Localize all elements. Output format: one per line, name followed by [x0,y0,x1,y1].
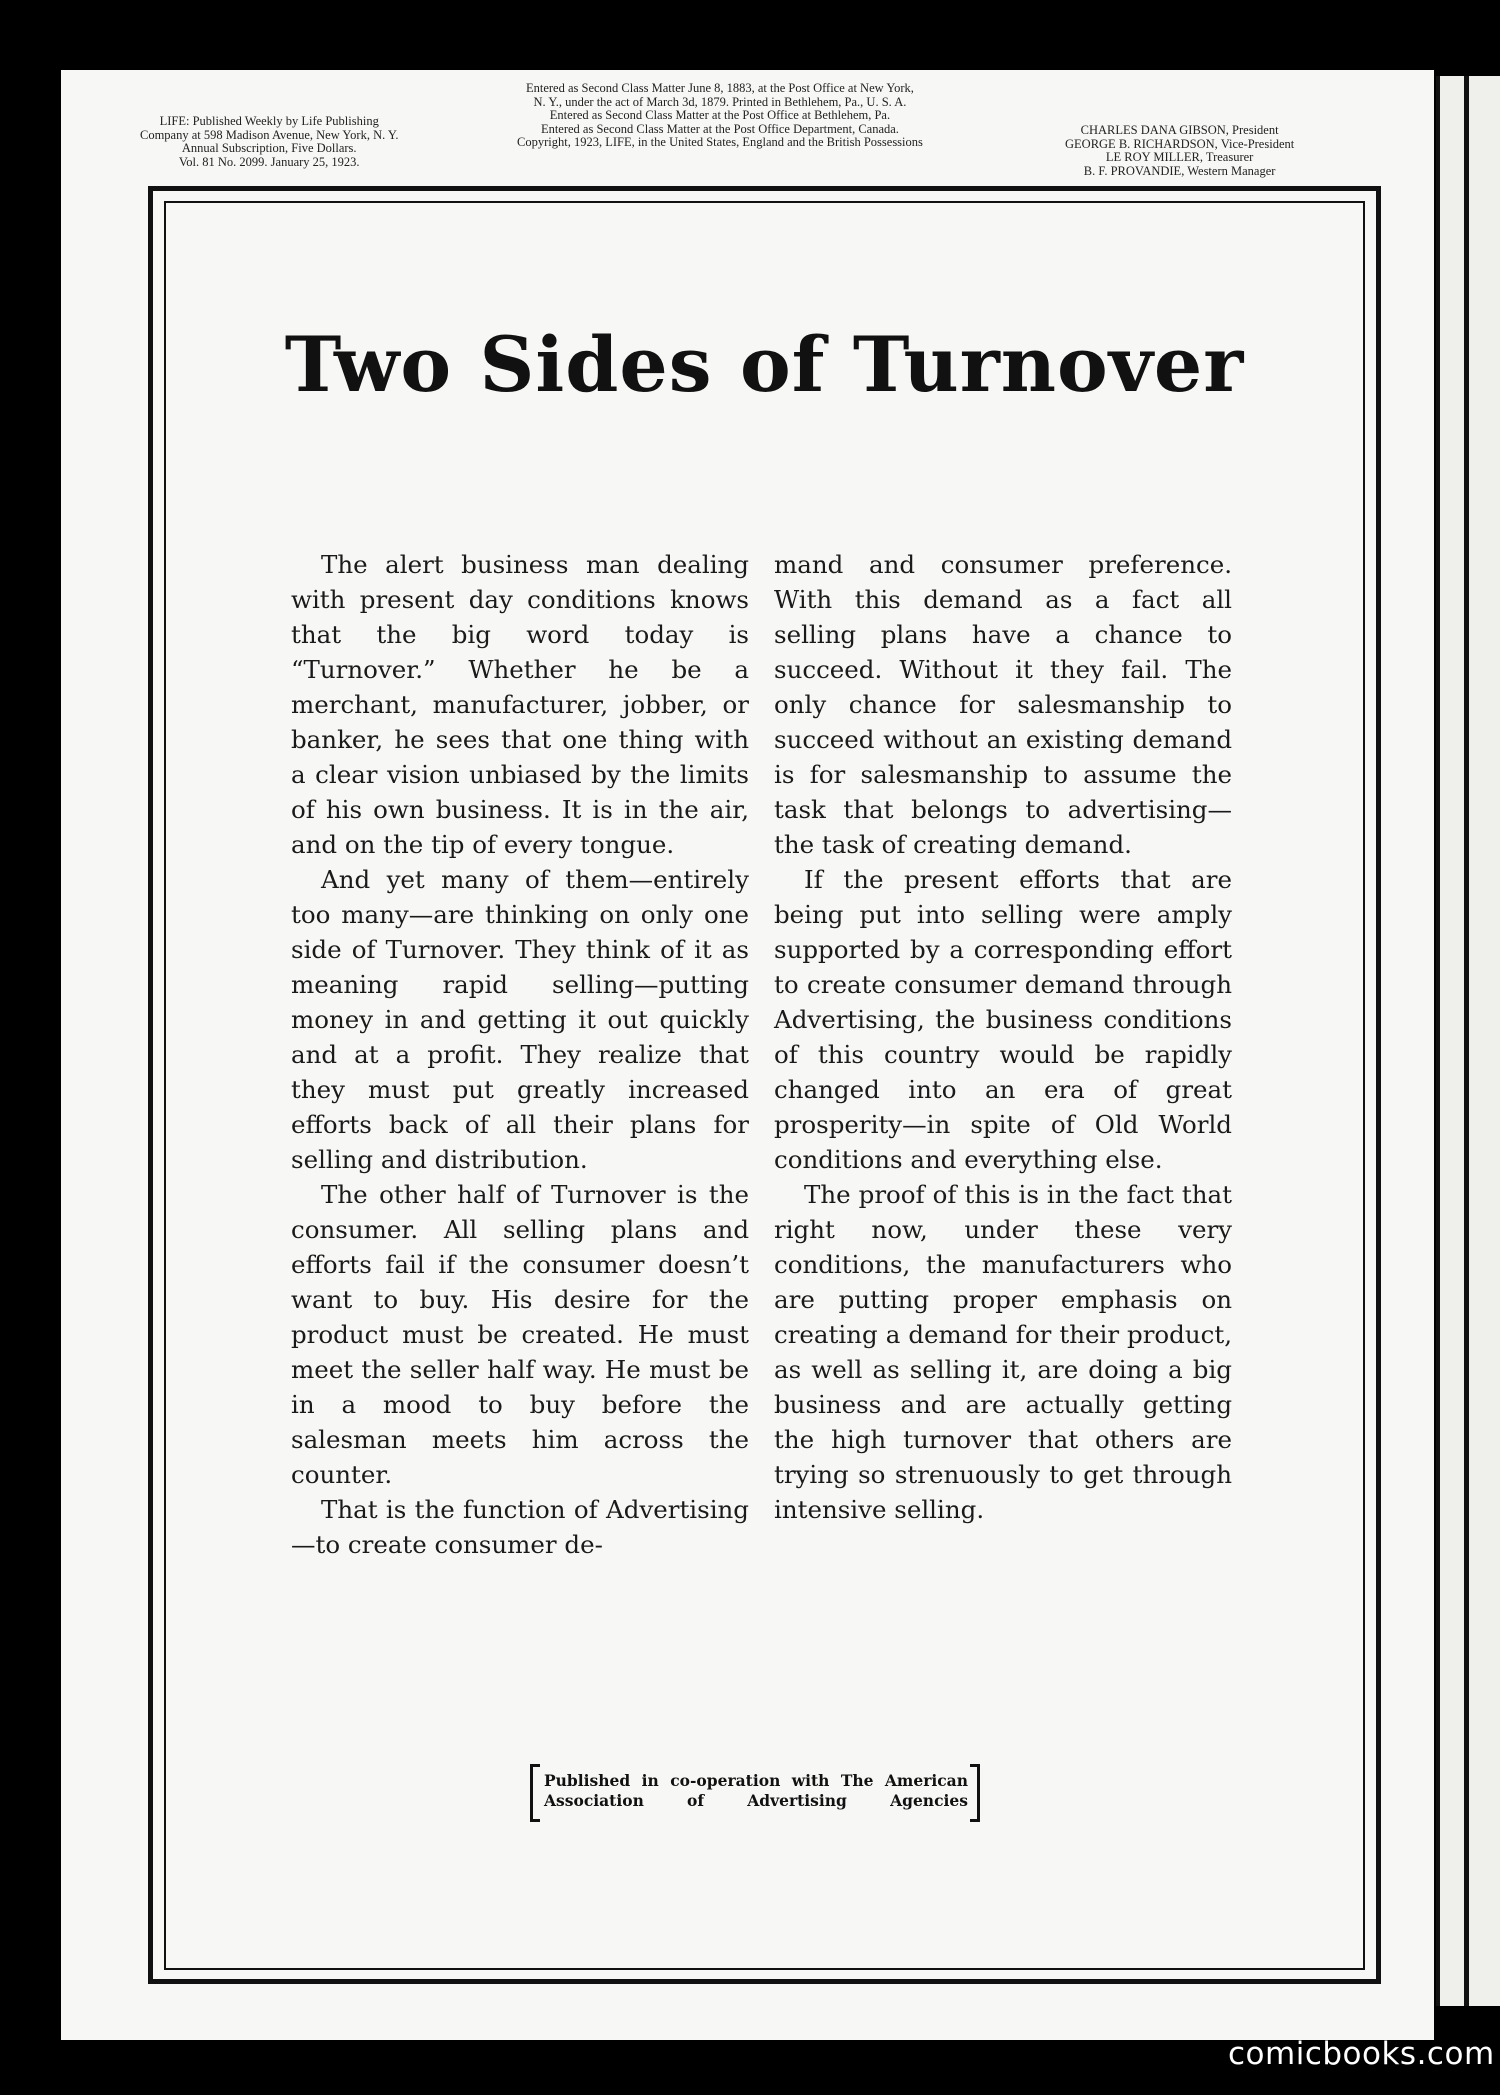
article-column-left [291,547,749,1562]
paragraph-continuation: mand and consumer preference. With this demand as a fact all selling plans have a chance to succeed. Without it they fail. The only chance for salesmanship to succeed without an existing demand is for salesmanship to assume the task that belongs to advertising—the task of creating demand. [774,550,1232,859]
masthead-postal-notice: Entered as Second Class Matter June 8, 1883, at the Post Office at New York, N. Y., under the act of March 3d, 1879. Printed in Bethlehem, Pa., U. S. A. Entered as Second Class Matter at the Post Office at Bethlehem, Pa. Entered as Second Class Matter at the Post Office Department, Canada. Copyright, 1923, LIFE, in the United States, England and the British Possessions [517,81,923,150]
right-bracket [970,1764,980,1822]
article-title: Two Sides of Turnover [284,320,1245,409]
masthead-officers: CHARLES DANA GIBSON, President GEORGE B. RICHARDSON, Vice-President LE ROY MILLER, Treasurer B. F. PROVANDIE, Western Manager [1065,123,1295,178]
site-watermark: comicbooks.com [1228,2036,1495,2072]
paragraph: The alert business man dealing with present day conditions knows that the big word today is “Turnover.” Whether he be a merchant, manufacturer, jobber, or banker, he sees that one thing with a clear vision unbiased by the limits of his own business. It is in the air, and on the tip of every tongue. [291,550,749,859]
credit-text: Published in co-operation with The American Association of Advertising Agencies [544,1771,968,1810]
paragraph: The other half of Turnover is the consumer. All selling plans and efforts fail if the consumer doesn’t want to buy. His desire for the product must be created. He must meet the seller half way. He must be in a mood to buy before the salesman meets him across the counter. [291,1180,749,1489]
paragraph: And yet many of them—entirely too many—are thinking on only one side of Turnover. They think of it as meaning rapid selling—putting money in and getting it out quickly and at a profit. They realize that they must put greatly increased efforts back of all their plans for selling and distribution. [291,865,749,1174]
paragraph: The proof of this is in the fact that right now, under these very conditions, the manufacturers who are putting proper emphasis on creating a demand for their product, as well as selling it, are doing a big business and are actually getting the high turnover that others are trying so strenuously to get through intensive selling. [774,1180,1232,1524]
masthead-publisher-info: LIFE: Published Weekly by Life Publishing Company at 598 Madison Avenue, New York, N. Y. Annual Subscription, Five Dollars. Vol. 81 No. 2099. January 25, 1923. [140,114,399,169]
adjacent-page-edge [1436,76,1500,2006]
publisher-credit [530,1764,980,1822]
article-column-right [774,547,1232,1527]
paragraph: If the present efforts that are being put into selling were amply supported by a corresponding effort to create consumer demand through Advertising, the business conditions of this country would be rapidly changed into an era of great prosperity—in spite of Old World conditions and everything else. [774,865,1232,1174]
left-bracket [530,1764,540,1822]
paragraph: That is the function of Advertising—to create consumer de- [291,1495,749,1559]
masthead [80,40,1400,180]
